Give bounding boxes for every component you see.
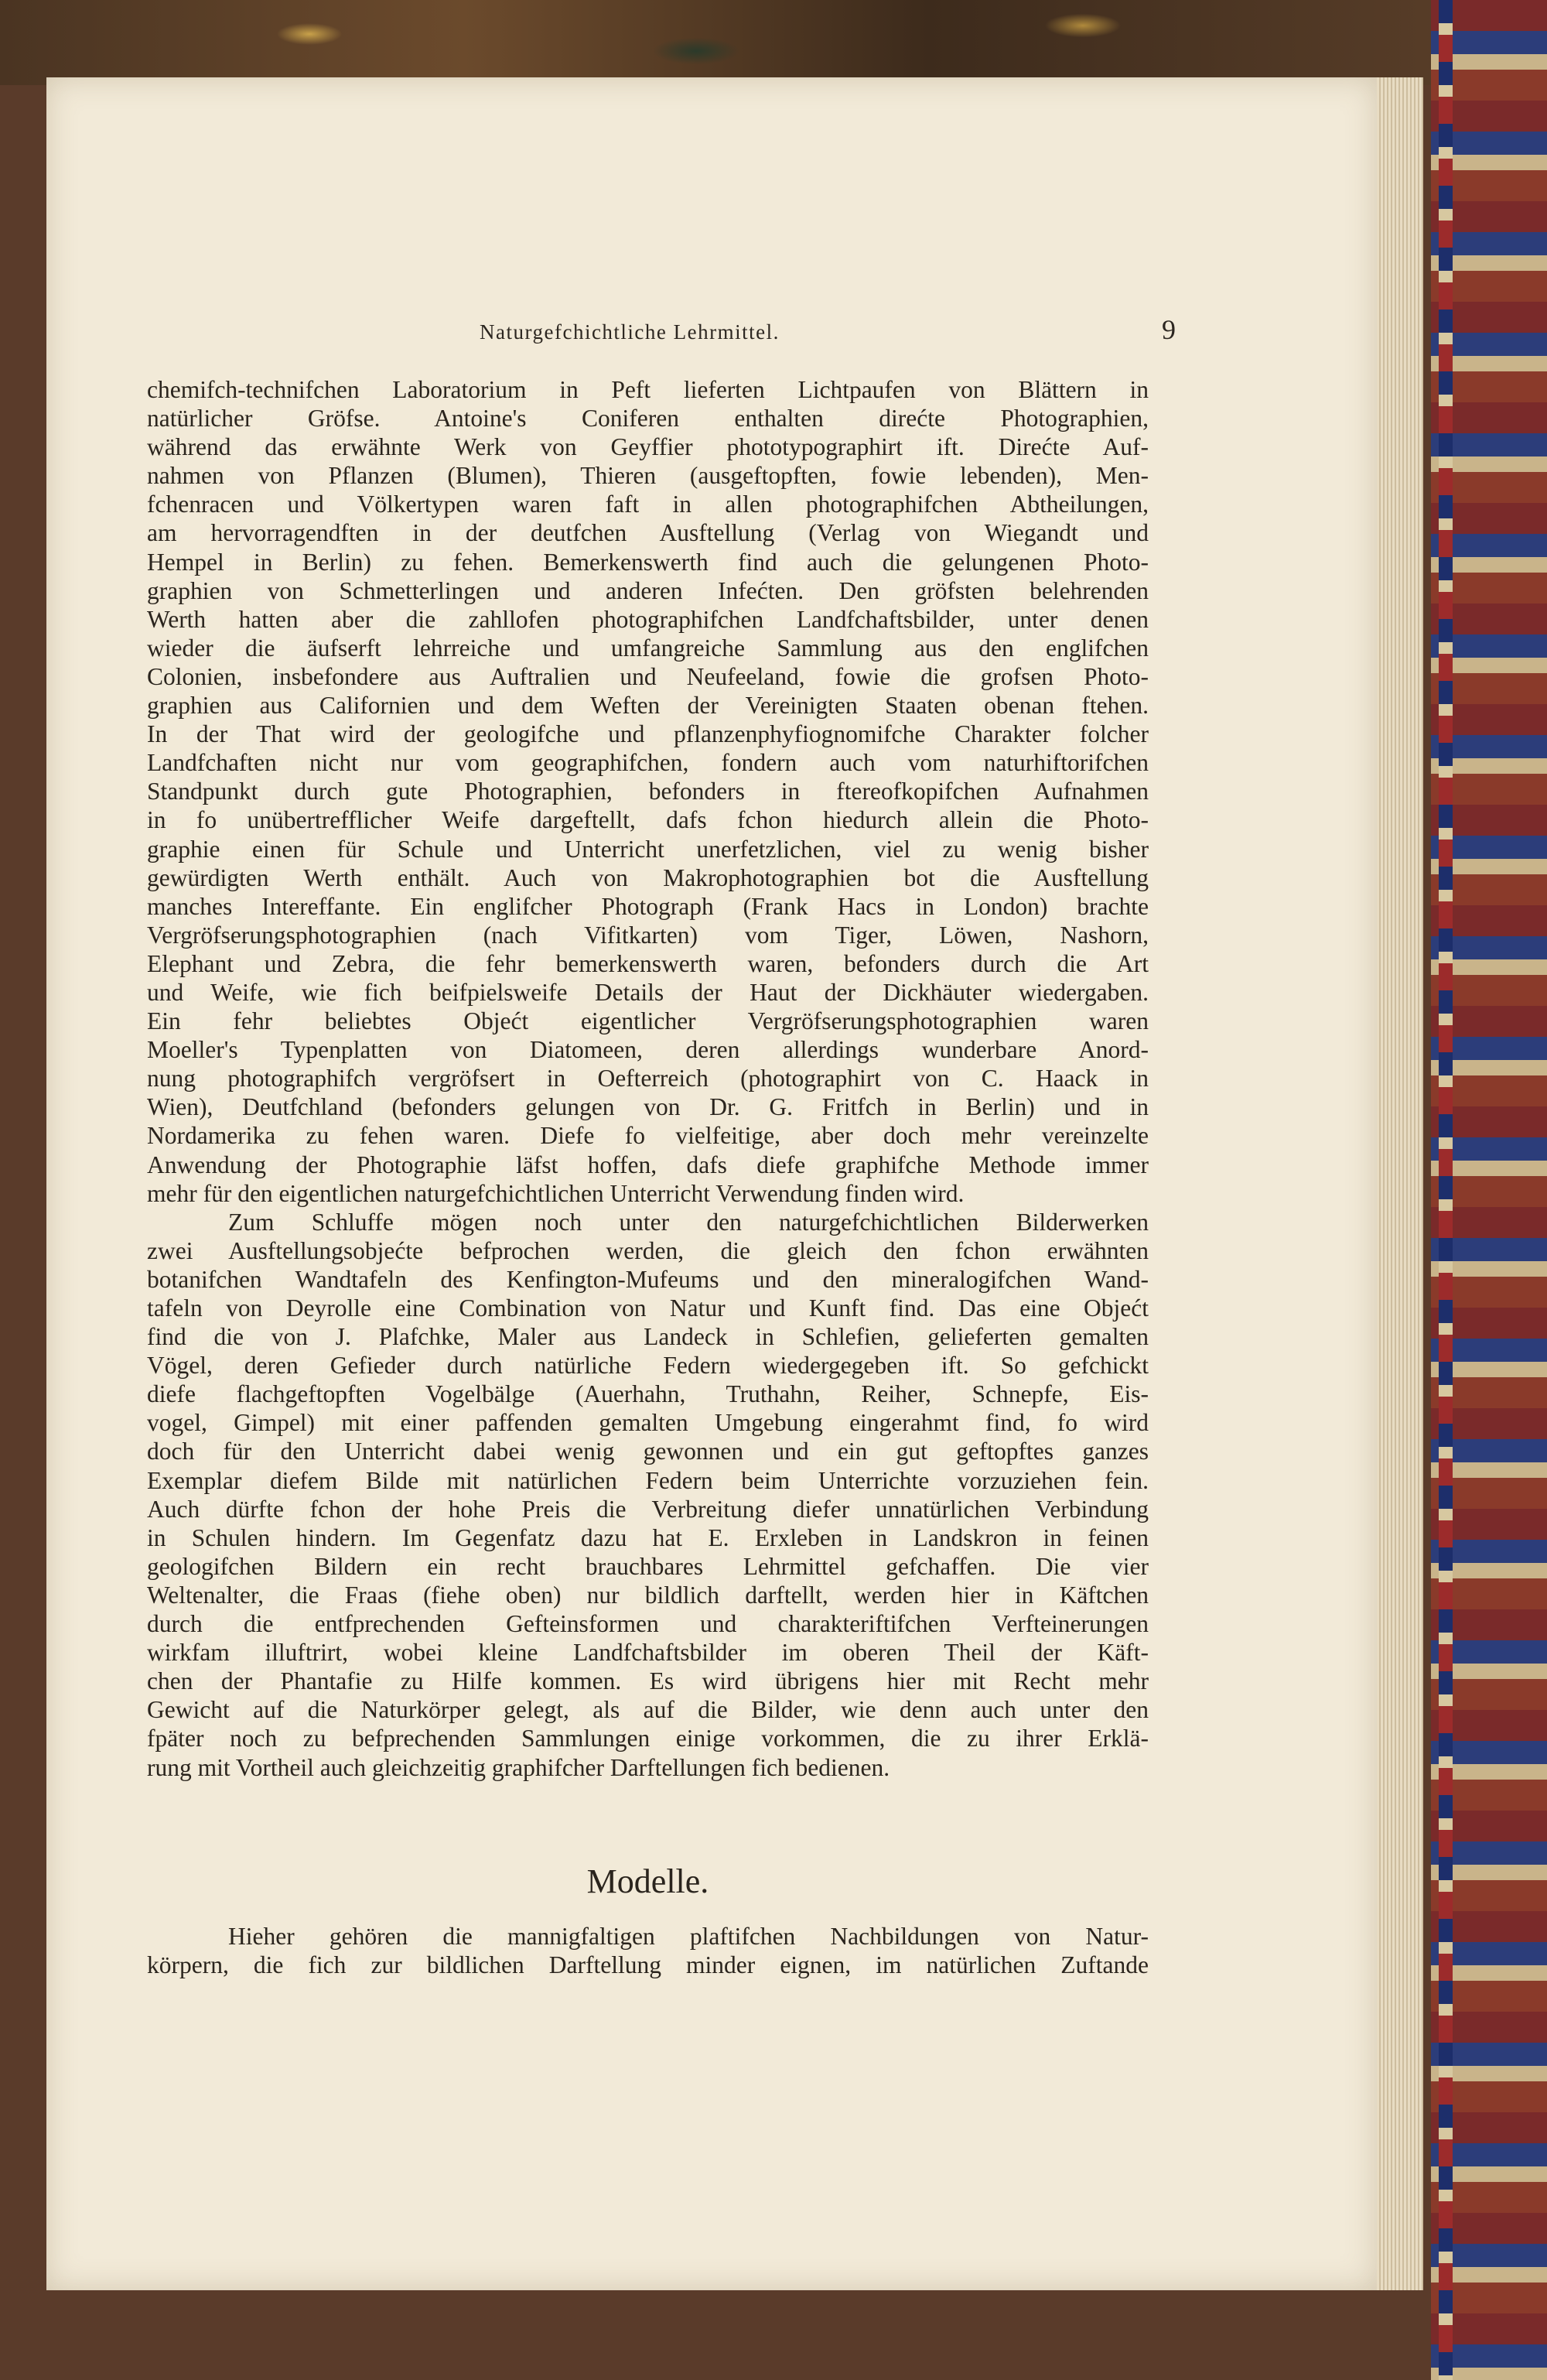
text-line: fchenracen und Völkertypen waren faft in allen photographifchen Abtheilungen, (147, 491, 1149, 518)
marbled-cover-top (0, 0, 1547, 85)
text-line: Hieher gehören die mannigfaltigen plaftifchen Nachbildungen von Natur- (228, 1923, 1149, 1950)
text-line: mehr für den eigentlichen naturgefchichtlichen Unterricht Verwendung finden wird. (147, 1179, 965, 1207)
text-line: chen der Phantafie zu Hilfe kommen. Es wird übrigens hier mit Recht mehr (147, 1667, 1149, 1695)
text-line: diefe flachgeftopften Vogelbälge (Auerhahn, Truthahn, Reiher, Schnepfe, Eis- (147, 1380, 1149, 1408)
text-line: chemifch-technifchen Laboratorium in Peft lieferten Lichtpaufen von Blättern in (147, 376, 1149, 403)
text-line: Werth hatten aber die zahllofen photographifchen Landfchaftsbilder, unter denen (147, 605, 1149, 633)
text-line: wieder die äufserft lehrreiche und umfangreiche Sammlung aus den englifchen (147, 634, 1149, 662)
text-line: durch die entfprechenden Gefteinsformen und charakteriftifchen Verfteinerungen (147, 1610, 1149, 1638)
text-line: Wien), Deutfchland (befonders gelungen von Dr. G. Fritfch in Berlin) und in (147, 1093, 1149, 1121)
text-line: gewürdigten Werth enthält. Auch von Makrophotographien bot die Ausftellung (147, 863, 1149, 891)
section-text (147, 1922, 1149, 1979)
page-number: 9 (1162, 314, 1176, 345)
text-line: am hervorragendften in der deutfchen Ausftellung (Verlag von Wiegandt und (147, 519, 1149, 547)
text-line: in Schulen hindern. Im Gegenfatz dazu hat E. Erxleben in Landskron in feinen (147, 1523, 1149, 1551)
text-line: graphien von Schmetterlingen und anderen Infećten. Den gröfsten belehrenden (147, 576, 1149, 604)
text-line: nung photographifch vergröfsert in Oefterreich (photographirt von C. Haack in (147, 1065, 1149, 1093)
section-heading: Modelle. (586, 1862, 709, 1900)
text-line: Ein fehr beliebtes Objećt eigentlicher Vergröfserungsphotographien waren (147, 1007, 1149, 1035)
text-line: Gewicht auf die Naturkörper gelegt, als auf die Bilder, wie denn auch unter den (147, 1696, 1149, 1724)
page-header (433, 313, 1176, 360)
text-line: wirkfam illuftrirt, wobei kleine Landfchaftsbilder im oberen Theil der Käft- (147, 1639, 1149, 1667)
text-line: Zum Schluffe mögen noch unter den naturgefchichtlichen Bilderwerken (228, 1208, 1149, 1236)
text-line: körpern, die fich zur bildlichen Darftellung minder eignen, im natürlichen Zuftande (147, 1951, 1149, 1979)
text-line: fpäter noch zu befprechenden Sammlungen einige vorkommen, die zu ihrer Erklä- (147, 1725, 1149, 1753)
text-line: Elephant und Zebra, die fehr bemerkenswerth waren, befonders durch die Art (147, 949, 1149, 977)
text-line: natürlicher Gröfse. Antoine's Coniferen enthalten direćte Photographien, (147, 405, 1149, 433)
text-line: nahmen von Pflanzen (Blumen), Thieren (ausgeftopften, fowie lebenden), Men- (147, 462, 1149, 490)
text-line: Vergröfserungsphotographien (nach Vifitkarten) vom Tiger, Löwen, Nashorn, (147, 921, 1149, 949)
text-line: Nordamerika zu fehen waren. Diefe fo vielfeitige, aber doch mehr vereinzelte (147, 1122, 1149, 1150)
text-line: Landfchaften nicht nur vom geographifchen, fondern auch vom naturhiftorifchen (147, 749, 1149, 777)
text-line: graphie einen für Schule und Unterricht unerfetzlichen, viel zu wenig bisher (147, 835, 1149, 863)
text-line: während das erwähnte Werk von Geyffier phototypographirt ift. Direćte Auf- (147, 433, 1149, 461)
text-line: vogel, Gimpel) mit einer paffenden gemalten Umgebung eingerahmt find, fo wird (147, 1409, 1149, 1437)
text-line: Standpunkt durch gute Photographien, befonders in ftereofkopifchen Aufnahmen (147, 778, 1149, 805)
running-title: Naturgefchichtliche Lehrmittel. (480, 320, 780, 344)
text-line: doch für den Unterricht dabei wenig gewonnen und ein gut geftopftes ganzes (147, 1438, 1149, 1465)
body-text (147, 375, 1149, 1782)
text-line: Auch dürfte fchon der hohe Preis die Verbreitung diefer unnatürlichen Verbindung (147, 1495, 1149, 1523)
text-line: manches Intereffante. Ein englifcher Photograph (Frank Hacs in London) brachte (147, 892, 1149, 920)
text-line: in fo unübertrefflicher Weife dargeftellt, dafs fchon hiedurch allein die Photo- (147, 806, 1149, 834)
text-line: find die von J. Plafchke, Maler aus Landeck in Schlefien, gelieferten gemalten (147, 1323, 1149, 1351)
text-line: Moeller's Typenplatten von Diatomeen, deren allerdings wunderbare Anord- (147, 1036, 1149, 1064)
text-line: Colonien, insbefondere aus Auftralien und Neufeeland, fowie die grofsen Photo- (147, 662, 1149, 690)
text-line: Hempel in Berlin) zu fehen. Bemerkenswerth find auch die gelungenen Photo- (147, 548, 1149, 576)
marbled-cover-edge (1431, 0, 1547, 2380)
text-line: Exemplar diefem Bilde mit natürlichen Federn beim Unterrichte vorzuziehen fein. (147, 1466, 1149, 1494)
text-line: Weltenalter, die Fraas (fiehe oben) nur bildlich darftellt, werden hier in Käftchen (147, 1581, 1149, 1609)
text-line: graphien aus Californien und dem Weften der Vereinigten Staaten obenan ftehen. (147, 692, 1149, 720)
text-line: rung mit Vortheil auch gleichzeitig graphifcher Darftellungen fich bedienen. (147, 1753, 890, 1781)
text-line: Anwendung der Photographie läfst hoffen, dafs diefe graphifche Methode immer (147, 1151, 1149, 1178)
text-line: botanifchen Wandtafeln des Kenfington-Mufeums und den mineralogifchen Wand- (147, 1265, 1149, 1293)
text-line: In der That wird der geologifche und pflanzenphyfiognomifche Charakter folcher (147, 720, 1149, 748)
text-line: tafeln von Deyrolle eine Combination von Natur und Kunft find. Das eine Objećt (147, 1294, 1149, 1322)
text-line: und Weife, wie fich beifpielsweife Details der Haut der Dickhäuter wiedergaben. (147, 978, 1149, 1006)
text-line: geologifchen Bildern ein recht brauchbares Lehrmittel gefchaffen. Die vier (147, 1552, 1149, 1580)
text-line: zwei Ausftellungsobjećte befprochen werden, die gleich den fchon erwähnten (147, 1236, 1149, 1264)
text-line: Vögel, deren Gefieder durch natürliche Federn wiedergegeben ift. So gefchickt (147, 1352, 1149, 1380)
